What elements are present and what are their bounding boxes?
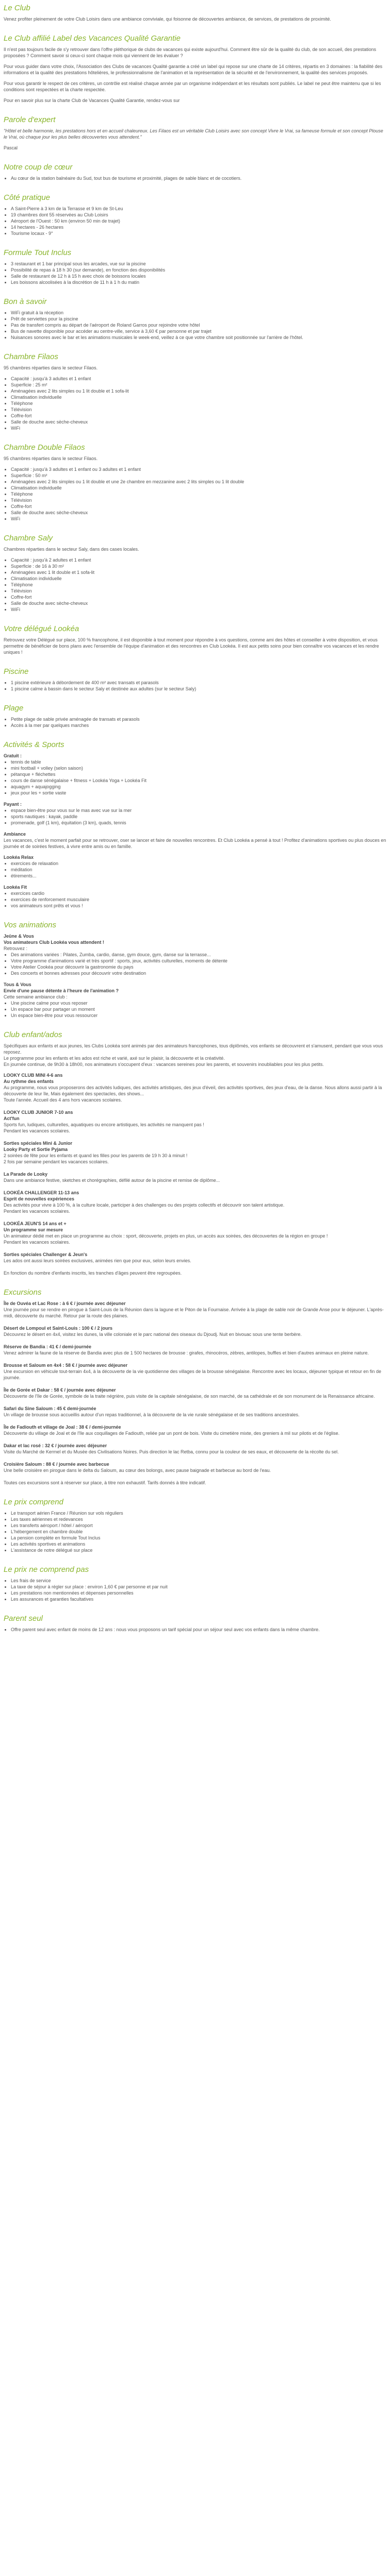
- excursion-label: Île de Fadiouth et village de Joal : 38 € / demi-journée: [4, 1425, 121, 1430]
- paragraph: Pour vous garantir le respect de ces critères, un contrôle est réalisé chaque année par un organisme indépendant et les résultats sont publiés. Le label ne peut être maintenu que si les conditions sont respectées et la charte respectée.: [4, 81, 381, 92]
- paragraph: Le programme pour les enfants et les ados est riche et varié, axé sur le plaisir, la découverte et la créativité.: [4, 1056, 225, 1061]
- excursion-item: [4, 1325, 386, 1337]
- list-pratique: [4, 206, 386, 236]
- label-club-junior: LOOKY CLUB JUNIOR 7-10 ans: [4, 1110, 73, 1115]
- list-formule: [4, 261, 386, 285]
- list-item: • 1 piscine extérieure à débordement de 400 m² avec transats et parasols: [11, 680, 386, 686]
- list-item: • Salle de douche avec sèche-cheveux: [11, 419, 386, 425]
- list-item: • espace bien-être pour vous sur le mas avec vue sur la mer: [11, 807, 386, 814]
- list-item: • Aménagées avec 2 lits simples ou 1 lit double et une 2e chambre en mezzanine avec 2 lits simples ou 1 lit double: [11, 479, 386, 485]
- list-item: • Les frais de service: [11, 1578, 386, 1584]
- label-pause-detente: Envie d'une pause détente à l'heure de l'animation ?: [4, 988, 119, 993]
- list-item: • Téléphone: [11, 582, 386, 588]
- paragraph: Toutes ces excursions sont à réserver sur place, à titre non exhaustif. Tarifs donnés à titre indicatif.: [4, 1480, 206, 1485]
- label-club-junior-sub: Act'fun: [4, 1116, 20, 1121]
- list-item: • cours de danse sénégalaise + fitness + Lookéa Yoga + Lookéa Fit: [11, 777, 386, 784]
- paragraph: En journée continue, de 9h30 à 18h00, nos animateurs s'occupent d'eux : vacances sereines pour les parents, et souvenirs inoubliables pour les plus petits.: [4, 1062, 324, 1067]
- list-item: • Aménagées avec 2 lits simples ou 1 lit double et 1 sofa-lit: [11, 388, 386, 394]
- club-mini-block: [4, 1072, 386, 1103]
- label-lookea-fit: Lookéa Fit: [4, 885, 27, 890]
- excursion-item: [4, 1300, 386, 1319]
- label-challenger-sub: Esprit de nouvelles expériences: [4, 1196, 75, 1201]
- paragraph: Dans une ambiance festive, sketches et chorégraphies, défilé autour de la piscine et remise de diplôme...: [4, 1178, 220, 1183]
- paragraph: Venez profiter pleinement de votre Club Loisirs dans une ambiance conviviale, qui foisonne de découvertes ambiance, de services, de prestations de proximité.: [4, 16, 331, 22]
- excursion-label: Safari du Sine Saloum : 45 € demi-journée: [4, 1406, 96, 1411]
- list-item: • Les transferts aéroport / hôtel / aéroport: [11, 1522, 386, 1529]
- label-sorties-mini: Sorties spéciales Mini & Junior: [4, 1141, 73, 1146]
- list-item: • Coffre-fort: [11, 594, 386, 600]
- paragraph: Les ados ont aussi leurs soirées exclusives, animées rien que pour eux, selon leurs envies.: [4, 1258, 191, 1263]
- list-piscine: [4, 680, 386, 692]
- list-item: • Nuisances sonores avec le bar et les animations musicales le week-end, veillez à ce que votre chambre soit positionnée sur l'arrière de l'hôtel.: [11, 334, 386, 341]
- excursion-text: Un village de brousse sous accueillis autour d'un repas traditionnel, à la découverte de la vie rurale sénégalaise et de ses traditions ancestrales.: [4, 1412, 300, 1417]
- list-item: • La taxe de séjour à régler sur place : environ 1,60 € par personne et par nuit: [11, 1584, 386, 1590]
- section-title-prix-ne-comprend: Le prix ne comprend pas: [4, 1565, 89, 1574]
- paragraph: Cette semaine ambiance club :: [4, 994, 68, 999]
- list-item: • Un espace bar pour partager un moment: [11, 1006, 386, 1012]
- excursion-text: Une excursion en véhicule tout-terrain 4x4, à la découverte de la vie quotidienne des villages de la brousse sénégalaise. Rencontre avec les locaux, déjeuner typique et retour en fin de journée.: [4, 1369, 381, 1380]
- section-title-excursions: Excursions: [4, 1288, 42, 1297]
- list-item: • promenade, golf (1 km), équitation (3 km), quads, tennis: [11, 820, 386, 826]
- list-chambre-saly: [4, 557, 386, 613]
- label-jeune-vous: Jeûne & Vous: [4, 934, 34, 939]
- excursion-item: [4, 1443, 386, 1455]
- excursion-text: Une journée pour se rendre en pirogue à Saint-Louis de la Réunion dans la lagune et le Piton de la Fournaise. Arrivée à la plage de sable noir de Grande Anse pour le déjeuner. L'après-midi, découverte du marché. Retour par la route des plaines.: [4, 1307, 384, 1318]
- paragraph: 95 chambres réparties dans le secteur Filaos.: [4, 456, 98, 461]
- list-lookea-relax: [4, 860, 386, 879]
- list-item: • jeux pour les + sortie vaste: [11, 790, 386, 796]
- quote-text: "Hôtel et belle harmonie, les prestations hors et en accueil chaleureux. Les Filaos est un véritable Club Loisirs avec son concept Vivre le Vrai, sa fameuse formule et son concept Plouse le Vrai, où chaque jour les plus belles découvertes vous attendent.": [4, 128, 383, 140]
- paragraph: Les vacances, c'est le moment parfait pour se retrouver, oser se lancer et faire de nouvelles rencontres. Et Club Lookéa a pensé à tout ! Profitez d'animations sportives ou plus douces en journée et de soirées festives, à vivre entre amis ou en famille.: [4, 838, 386, 849]
- excursion-item: [4, 1362, 386, 1381]
- paragraph: Retrouvez :: [4, 946, 28, 951]
- label-sorties-challenger: Sorties spéciales Challenger & Jeun's: [4, 1252, 88, 1257]
- label-tous-vous: Tous & Vous: [4, 982, 31, 987]
- list-item: • Coffre-fort: [11, 413, 386, 419]
- list-item: • Les boissons alcoolisées à la discrétion de 11 h à 1 h du matin: [11, 279, 386, 285]
- list-item: • Les taxes aériennes et redevances: [11, 1516, 386, 1522]
- paragraph: 2 soirées de fête pour les enfants et quand les filles pour les parents de 19 h 30 à minuit !: [4, 1153, 188, 1158]
- list-item: • méditation: [11, 867, 386, 873]
- list-payant: [4, 807, 386, 826]
- list-item: • Climatisation individuelle: [11, 575, 386, 582]
- list-item: • Un espace bien-être pour vous ressourcer: [11, 1012, 386, 1019]
- label-challenger: LOOKÉA CHALLENGER 11-13 ans: [4, 1190, 79, 1195]
- list-item: • 3 restaurant et 1 bar principal sous les arcades, vue sur la piscine: [11, 261, 386, 267]
- paragraph: Chambres réparties dans le secteur Saly, dans des cases locales.: [4, 547, 139, 552]
- label-jeuns-sub: Un programme sur mesure: [4, 1227, 63, 1232]
- list-item: • Possibilité de repas à 18 h 30 (sur demande), en fonction des disponibilités: [11, 267, 386, 273]
- sorties-mini-block: [4, 1140, 386, 1165]
- list-item: • pétanque + fléchettes: [11, 771, 386, 777]
- label-payant: Payant :: [4, 802, 22, 807]
- list-item: • 1 piscine calme à bassin dans le secteur Saly et destinée aux adultes (sur le secteur Saly): [11, 686, 386, 692]
- jeuns-block: [4, 1221, 386, 1245]
- list-item: • mini football + volley (selon saison): [11, 765, 386, 771]
- label-gratuit: Gratuit :: [4, 753, 22, 758]
- club-junior-block: [4, 1109, 386, 1134]
- label-jeuns: LOOKÉA JEUN'S 14 ans et +: [4, 1221, 67, 1226]
- list-item: • vos animateurs sont prêts et vous !: [11, 903, 386, 909]
- paragraph: Spécifiques aux enfants et aux jeunes, les Clubs Lookéa sont animés par des animateurs francophones, tous diplômés, vos enfants se découvrent et s'amusent, pendant que vous vous reposez.: [4, 1043, 383, 1055]
- list-item: • Superficie : de 16 à 30 m²: [11, 563, 386, 569]
- paragraph: Pendant les vacances scolaires.: [4, 1128, 70, 1133]
- section-title-delegue: Votre délégué Lookéa: [4, 624, 79, 633]
- label-club-mini: LOOKY CLUB MINI 4-6 ans: [4, 1073, 63, 1078]
- paragraph: Toute l'année. Accueil des 4 ans hors vacances scolaires.: [4, 1097, 122, 1103]
- list-prix-comprend: [4, 1510, 386, 1553]
- paragraph: Retrouvez votre Délégué sur place, 100 % francophone, il est disponible à tout moment pour répondre à vos questions, comme ami des hôtes et conseiller à votre disposition, et vous permettre de bénéficier de bons plans avec l'ensemble de l'équipe d'animation et des rencontres en Club Lookéa. Il est aux petits soins pour bien connaître vos vacances et les rendre uniques !: [4, 637, 379, 655]
- section-title-paradise: Parole d'expert: [4, 115, 56, 124]
- label-animateurs: Vos animateurs Club Lookéa vous attendent !: [4, 940, 104, 945]
- list-item: • Une piscine calme pour vous reposer: [11, 1000, 386, 1006]
- list-plage: [4, 716, 386, 728]
- list-item: • exercices de relaxation: [11, 860, 386, 867]
- section-title-animations: Vos animations: [4, 921, 56, 929]
- list-item: • Climatisation individuelle: [11, 485, 386, 491]
- list-item: • Téléphone: [11, 491, 386, 497]
- paragraph: Au programme, nous vous proposerons des activités ludiques, des activités artistiques, des jeux d'éveil, des activités sportives, des jeux d'eau, de la danse. Nous allons aussi partir à la découverte de leur île, Mais également des spectacles, des shows...: [4, 1085, 382, 1096]
- list-item: • Salle de douche avec sèche-cheveux: [11, 600, 386, 606]
- list-item: • Prêt de serviettes pour la piscine: [11, 316, 386, 322]
- paragraph: Pour vous guider dans votre choix, l'Association des Clubs de vacances Qualité garantie a créé un label qui repose sur une charte de 14 critères, répartis en 3 domaines : la fiabilité des informations et la qualité des prestations hôtelières, le professionnalisme de l'animation et la représentation de la sécurité et de l'environnement, la qualité des services proposés.: [4, 64, 383, 75]
- list-item: • Pas de transfert compris au départ de l'aéroport de Roland Garros pour rejoindre votre hôtel: [11, 322, 386, 328]
- list-item: • Les prestations non mentionnées et dépenses personnelles: [11, 1590, 386, 1596]
- list-lookea-fit: [4, 890, 386, 909]
- section-title-label: Le Club affilié Label des Vacances Qualité Garantie: [4, 34, 181, 43]
- list-item: • Télévision: [11, 588, 386, 594]
- excursion-label: Île de Ouvéa et Lac Rose : à 6 € / journée avec déjeuner: [4, 1301, 126, 1306]
- list-item: • Au cœur de la station balnéaire du Sud, tout bus de tourisme et proximité, plages de sable blanc et de cocotiers.: [11, 175, 386, 181]
- list-item: • Salle de douche avec sèche-cheveux: [11, 510, 386, 516]
- list-item: • Superficie : 50 m²: [11, 472, 386, 479]
- section-title-plage: Plage: [4, 704, 24, 713]
- list-item: • Des concerts et bonnes adresses pour découvrir votre destination: [11, 970, 386, 976]
- list-item: • WiFi: [11, 606, 386, 613]
- list-item: • Aéroport de l'Ouest : 50 km (environ 50 min de trajet): [11, 218, 386, 224]
- sorties-challenger-block: [4, 1251, 386, 1264]
- list-parent-seul: [4, 1626, 386, 1633]
- list-prix-ne-comprend: [4, 1578, 386, 1602]
- list-gratuit: [4, 759, 386, 796]
- list-item: • Télévision: [11, 406, 386, 413]
- list-item: • Votre programme d'animations varié et très sportif : sports, jeux, activités culturelles, moments de détente: [11, 958, 386, 964]
- list-item: • Petite plage de sable privée aménagée de transats et parasols: [11, 716, 386, 722]
- list-soiree: [4, 1000, 386, 1019]
- list-item: • Accès à la mer par quelques marches: [11, 722, 386, 728]
- list-item: • Télévision: [11, 497, 386, 503]
- label-sorties-mini-sub: Looky Party et Sortie Pyjama: [4, 1147, 68, 1152]
- section-title-club: Le Club: [4, 4, 30, 12]
- list-chambre-double: [4, 466, 386, 522]
- paragraph: Un animateur dédié met en place un programme au choix : sport, découverte, projets en plus, un accès aux soirées, des découvertes de la région en groupe !: [4, 1233, 328, 1239]
- excursion-text: Découverte de l'île de Gorée, symbole de la traite négrière, puis visite de la capitale sénégalaise, de son marché, de sa cathédrale et de son monument de la Renaissance africaine.: [4, 1394, 375, 1399]
- list-item: • Capacité : jusqu'à 3 adultes et 1 enfant: [11, 376, 386, 382]
- excursion-label: Croisière Saloum : 88 € / journée avec barbecue: [4, 1462, 109, 1467]
- excursion-text: Découvrez le désert en 4x4, visitez les dunes, la ville coloniale et le parc national des oiseaux du Djoudj. Nuit en bivouac sous une tente berbère.: [4, 1332, 302, 1337]
- paragraph: Des activités pour vivre à 100 %, à la culture locale, participer à des challenges ou des projets collectifs et découvrir son talent artistique.: [4, 1202, 285, 1208]
- label-parade: La Parade de Looky: [4, 1172, 48, 1177]
- section-title-clubs: Club enfant/ados: [4, 1030, 62, 1039]
- excursion-item: [4, 1405, 386, 1418]
- paragraph: Pendant les vacances scolaires.: [4, 1240, 70, 1245]
- section-title-bon-a-savoir: Bon à savoir: [4, 297, 47, 306]
- list-item: • Bus de navette disponible pour accéder au centre-ville, service à 3,60 € par personne et par trajet: [11, 328, 386, 334]
- list-item: • L'assistance de notre délégué sur place: [11, 1547, 386, 1553]
- excursion-text: Découverte du village de Joal et de l'île aux coquillages de Fadiouth, reliée par un pont de bois. Visite du cimetière mixte, des greniers à mil sur pilotis et de l'église.: [4, 1431, 340, 1436]
- list-coup-de-coeur: [4, 175, 386, 181]
- excursion-text: Venez admirer la faune de la réserve de Bandia avec plus de 1 500 hectares de brousse : girafes, rhinocéros, zèbres, antilopes, buffles et bien d'autres animaux en pleine nature.: [4, 1350, 369, 1355]
- list-item: • Votre Atelier Cookéa pour découvrir la gastronomie du pays: [11, 964, 386, 970]
- paragraph: En fonction du nombre d'enfants inscrits, les tranches d'âges peuvent être regroupées.: [4, 1270, 182, 1276]
- challenger-block: [4, 1190, 386, 1214]
- list-item: • 14 hectares - 26 hectares: [11, 224, 386, 230]
- excursion-item: [4, 1424, 386, 1436]
- section-title-coup-de-coeur: Notre coup de cœur: [4, 163, 73, 172]
- excursion-item: [4, 1344, 386, 1356]
- label-ambiance: Ambiance: [4, 832, 26, 837]
- list-item: • Aménagées avec 1 lit double et 1 sofa-lit: [11, 569, 386, 575]
- section-title-prix-comprend: Le prix comprend: [4, 1498, 63, 1506]
- section-title-parent-seul: Parent seul: [4, 1614, 43, 1623]
- list-item: • Les activités sportives et animations: [11, 1541, 386, 1547]
- paragraph: Pour en savoir plus sur la charte Club de Vacances Qualité Garantie, rendez-vous sur: [4, 98, 180, 103]
- label-club-mini-sub: Au rythme des enfants: [4, 1079, 54, 1084]
- excursion-label: Désert de Lompoul et Saint-Louis : 100 € / 2 jours: [4, 1326, 113, 1331]
- paragraph: Pendant les vacances scolaires.: [4, 1209, 70, 1214]
- list-item: • 19 chambres dont 55 réservées au Club Loisirs: [11, 212, 386, 218]
- paragraph: Sports fun, ludiques, culturelles, aquatiques ou encore artistiques, les activités ne manquent pas !: [4, 1122, 204, 1127]
- list-bon-a-savoir: [4, 310, 386, 341]
- list-item: • exercices de renforcement musculaire: [11, 896, 386, 903]
- excursion-text: Visite du Marché de Kermel et du Musée des Civilisations Noires. Puis direction le lac Retba, connu pour la couleur de ses eaux, et découverte de la récolte du sel.: [4, 1449, 339, 1454]
- excursion-text: Une belle croisière en pirogue dans le delta du Saloum, au cœur des bolongs, avec pause baignade et barbecue au bord de l'eau.: [4, 1468, 271, 1473]
- list-item: • aquagym + aquajogging: [11, 784, 386, 790]
- excursion-item: [4, 1387, 386, 1399]
- section-title-chambre-double: Chambre Double Filaos: [4, 443, 85, 452]
- label-lookea-relax: Lookéa Relax: [4, 855, 34, 860]
- list-animations: [4, 952, 386, 976]
- section-title-piscine: Piscine: [4, 667, 29, 676]
- list-item: • A Saint-Pierre à 3 km de la Terrasse et 9 km de St-Leu: [11, 206, 386, 212]
- list-item: • Salle de restaurant de 12 h à 15 h avec choix de boissons locales: [11, 273, 386, 279]
- list-item: • étirements...: [11, 873, 386, 879]
- list-item: • Offre parent seul avec enfant de moins de 12 ans : nous vous proposons un tarif spécial pour un séjour seul avec vos enfants dans la même chambre.: [11, 1626, 386, 1633]
- list-item: • Climatisation individuelle: [11, 394, 386, 400]
- section-title-formule: Formule Tout Inclus: [4, 248, 72, 257]
- list-item: • WiFi: [11, 516, 386, 522]
- parade-block: [4, 1171, 386, 1183]
- excursion-label: Brousse et Saloum en 4x4 : 58 € / journée avec déjeuner: [4, 1363, 128, 1368]
- list-item: • Des animations variées : Pilates, Zumba, cardio, danse, gym douce, gym, danse sur la terrasse...: [11, 952, 386, 958]
- list-item: • WiFi gratuit à la réception: [11, 310, 386, 316]
- list-item: • WiFi: [11, 425, 386, 431]
- paragraph: 2 fois par semaine pendant les vacances scolaires.: [4, 1159, 109, 1164]
- list-item: • tennis de table: [11, 759, 386, 765]
- list-item: • exercices cardio: [11, 890, 386, 896]
- list-item: • Coffre-fort: [11, 503, 386, 510]
- list-item: • Téléphone: [11, 400, 386, 406]
- list-item: • La pension complète en formule Tout Inclus: [11, 1535, 386, 1541]
- list-item: • Capacité : jusqu'à 2 adultes et 1 enfant: [11, 557, 386, 563]
- excursion-label: Dakar et lac rosé : 32 € / journée avec déjeuner: [4, 1443, 107, 1448]
- excursion-label: Réserve de Bandia : 41 € / demi-journée: [4, 1344, 92, 1349]
- quote-author: Pascal: [4, 145, 18, 150]
- section-title-chambre-filaos: Chambre Filaos: [4, 352, 58, 361]
- paragraph: Il n'est pas toujours facile de s'y retrouver dans l'offre pléthorique de clubs de vacances qui existe aujourd'hui. Comment être sûr de la qualité du club, de son accueil, des prestations proposées ? Comment savoir si ceux-ci sont chaque mois qui viennent de les évaluer ?: [4, 47, 377, 58]
- list-item: • Tourisme locaux - 9°: [11, 230, 386, 236]
- excursion-label: Île de Gorée et Dakar : 58 € / journée avec déjeuner: [4, 1387, 116, 1393]
- list-item: • L'hébergement en chambre double: [11, 1529, 386, 1535]
- list-chambre-filaos: [4, 376, 386, 431]
- list-item: • sports nautiques : kayak, paddle: [11, 814, 386, 820]
- list-item: • Capacité : jusqu'à 3 adultes et 1 enfant ou 3 adultes et 1 enfant: [11, 466, 386, 472]
- paragraph: 95 chambres réparties dans le secteur Filaos.: [4, 365, 98, 370]
- list-item: • Superficie : 25 m²: [11, 382, 386, 388]
- section-title-activites: Activités & Sports: [4, 740, 64, 749]
- list-item: • Le transport aérien France / Réunion sur vols réguliers: [11, 1510, 386, 1516]
- excursion-item: [4, 1461, 386, 1473]
- section-title-pratique: Côté pratique: [4, 193, 51, 202]
- list-item: • Les assurances et garanties facultatives: [11, 1596, 386, 1602]
- section-title-chambre-saly: Chambre Saly: [4, 534, 53, 543]
